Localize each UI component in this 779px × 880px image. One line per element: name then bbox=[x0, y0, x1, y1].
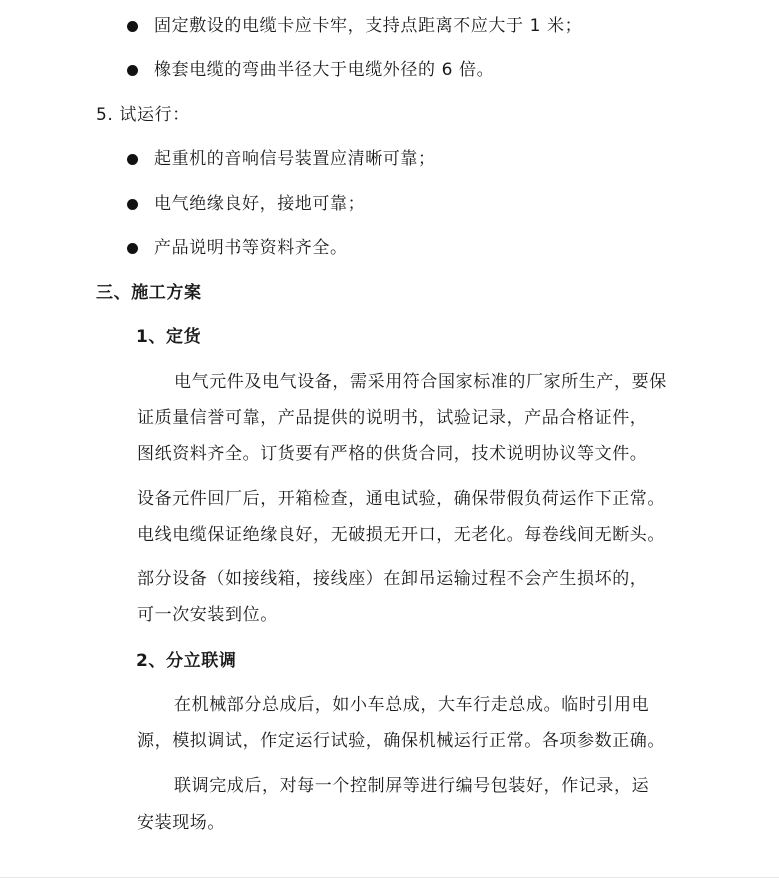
subsection-heading: 2、分立联调 bbox=[136, 651, 237, 671]
paragraph-line: 在机械部分总成后，如小车总成，大车行走总成。临时引用电 bbox=[174, 695, 650, 715]
section-heading: 5. 试运行： bbox=[96, 105, 190, 125]
paragraph-line: 可一次安装到位。 bbox=[137, 605, 278, 625]
paragraph-line: 安装现场。 bbox=[137, 813, 225, 833]
bullet-item: 固定敷设的电缆卡应卡牢，支持点距离不应大于 1 米； bbox=[154, 16, 583, 36]
bullet-dot-icon bbox=[127, 243, 138, 254]
paragraph-line: 联调完成后，对每一个控制屏等进行编号包装好，作记录，运 bbox=[174, 776, 650, 796]
paragraph-line: 电线电缆保证绝缘良好，无破损无开口，无老化。每卷线间无断头。 bbox=[137, 525, 665, 545]
bullet-item: 起重机的音响信号装置应清晰可靠； bbox=[154, 149, 436, 169]
bullet-item: 电气绝缘良好，接地可靠； bbox=[154, 194, 366, 214]
bullet-dot-icon bbox=[127, 21, 138, 32]
page-bottom-divider bbox=[0, 877, 779, 878]
bullet-item: 橡套电缆的弯曲半径大于电缆外径的 6 倍。 bbox=[154, 60, 495, 80]
chapter-heading: 三、施工方案 bbox=[96, 283, 202, 303]
subsection-heading: 1、定货 bbox=[136, 327, 202, 347]
bullet-dot-icon bbox=[127, 154, 138, 165]
bullet-dot-icon bbox=[127, 65, 138, 76]
paragraph-line: 证质量信誉可靠，产品提供的说明书，试验记录，产品合格证件， bbox=[137, 408, 648, 428]
paragraph-line: 源，模拟调试，作定运行试验，确保机械运行正常。各项参数正确。 bbox=[137, 731, 665, 751]
paragraph-line: 部分设备（如接线箱，接线座）在卸吊运输过程不会产生损坏的， bbox=[137, 569, 648, 589]
paragraph-line: 图纸资料齐全。订货要有严格的供货合同，技术说明协议等文件。 bbox=[137, 444, 648, 464]
paragraph-line: 设备元件回厂后，开箱检查，通电试验，确保带假负荷运作下正常。 bbox=[137, 489, 665, 509]
bullet-dot-icon bbox=[127, 199, 138, 210]
bullet-item: 产品说明书等资料齐全。 bbox=[154, 238, 348, 258]
paragraph-line: 电气元件及电气设备，需采用符合国家标准的厂家所生产，要保 bbox=[174, 372, 667, 392]
